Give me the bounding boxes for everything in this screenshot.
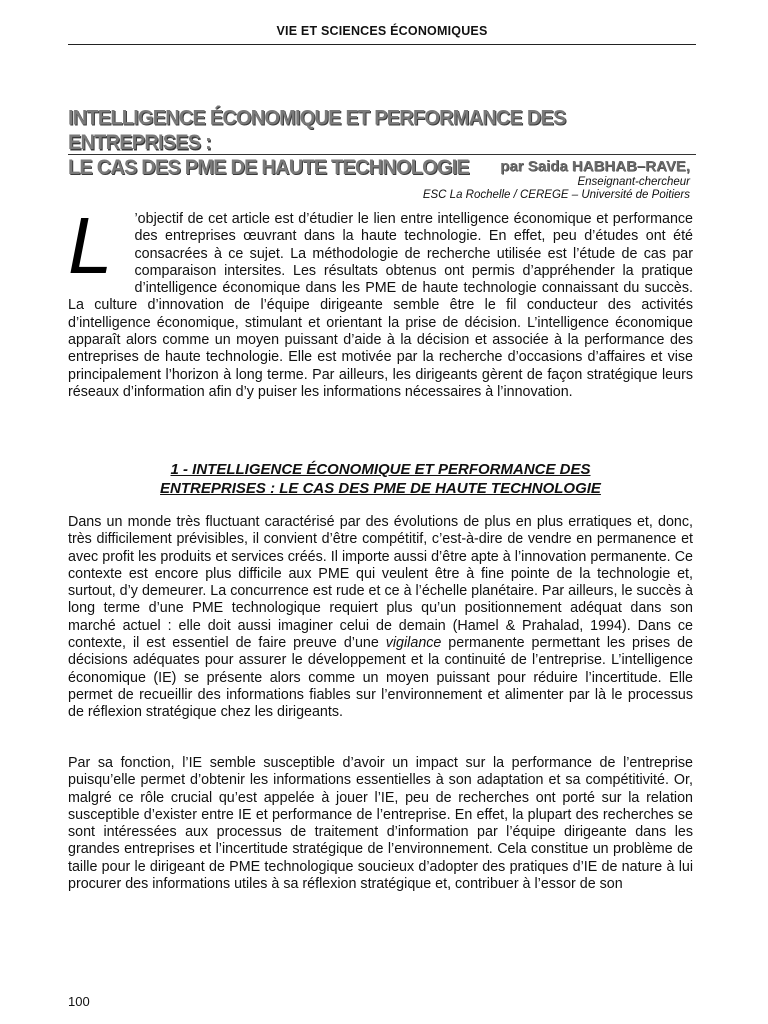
author-role: Enseignant-chercheur [577,176,690,188]
section-heading [68,460,693,498]
page-number: 100 [68,994,90,1009]
author-name: par Saida HABHAB–RAVE, [500,158,690,175]
section-heading-line-1: 1 - INTELLIGENCE ÉCONOMIQUE ET PERFORMANCE DES [170,461,591,478]
paragraph-1-text-a: Dans un monde très fluctuant caractérisé par des évolutions de plus en plus erratiques et, donc, très difficilement prévisibles, il convient d’être compétitif, c’est-à-dire de vendre en permanence et avec profit les produits et services créés. Il importe aussi d’être apte à l’innovation permanente. Ce contexte est encore plus difficile aux PME qui veulent être à fine pointe de la technologie et, surtout, d’y demeurer. La concurrence est rude et ce à l’échelle planétaire. Par ailleurs, le succès à long terme d’une PME technologique requiert plus qu’un positionnement adéquat dans son marché actuel : elle doit aussi imaginer celui de demain (Hamel & Prahalad, 1994). Dans ce contexte, il est essentiel de faire preuve d’une [68,514,693,652]
body-paragraph-2: Par sa fonction, l’IE semble susceptible d’avoir un impact sur la performance de l’entreprise puisqu’elle permet d’obtenir les informations essentielles à son adaptation et sa compétitivité. Or, malgré ce rôle crucial qu’est appelée à jouer l’IE, peu de recherches ont porté sur la relation susceptible d’exister entre IE et performance de l’entreprise. En effet, la plupart des recherches se sont intéressées aux processus de traitement d’information par l’équipe dirigeante dans les grandes entreprises et l’incertitude stratégique de l’environnement. Cela constitue un problème de taille pour le dirigeant de PME technologique soucieux d’adopter des pratiques d’IE de nature à lui procurer des informations utiles à sa réflexion stratégique et, contribuer à l’essor de son [68,755,693,893]
article-title-line-1: INTELLIGENCE ÉCONOMIQUE ET PERFORMANCE DES ENTREPRISES : [68,106,566,155]
abstract-paragraph [68,201,693,401]
paragraph-1-text-b: permanente permettant les prises de décisions adéquates pour assurer le développement et la continuité de l’entreprise. L’intelligence économique (IE) se présente alors comme un moyen puissant pour réduire l’incertitude. Elle permet de recueillir des informations fiables sur l’environnement et alimenter par là le processus de réflexion stratégique chez les dirigeants. [68,635,693,721]
author-affiliation: ESC La Rochelle / CEREGE – Université de Poitiers [422,189,690,201]
emphasis-vigilance: vigilance [385,635,442,652]
article-title-line-2: LE CAS DES PME DE HAUTE TECHNOLOGIE [68,155,469,180]
section-heading-line-2: ENTREPRISES : LE CAS DES PME DE HAUTE TECHNOLOGIE [160,480,601,497]
article-title-block [68,106,696,201]
body-paragraph-1 [68,514,693,722]
title-divider [68,154,696,155]
abstract-text: ’objectif de cet article est d’étudier le lien entre intelligence économique et performance des entreprises œuvrant dans la haute technologie. En effet, peu d’études ont été consacrées à ce sujet. La méthodologie de recherche utilisée est l’étude de cas par comparaison intersites. Les résultats obtenus ont permis d’appréhender la pratique d’intelligence économique dans les PME de haute technologie connaissant du succès. La culture d’innovation de l’équipe dirigeante semble être le fil conducteur des activités d’intelligence économique, stimulant et orientant la prise de décision. L’intelligence économique apparaît alors comme un moyen puissant d’aide à la décision et associée à la performance des entreprises de haute technologie. Elle est motivée par la recherche d’occasions d’affaires et vise principalement l’horizon à long terme. Par ailleurs, les dirigeants gèrent de façon stratégique leurs réseaux d’information afin d’y puiser les informations nécessaires à l’innovation. [68,211,693,400]
running-header: VIE ET SCIENCES ÉCONOMIQUES [68,24,696,45]
drop-cap: L [68,201,113,290]
byline [423,158,690,202]
